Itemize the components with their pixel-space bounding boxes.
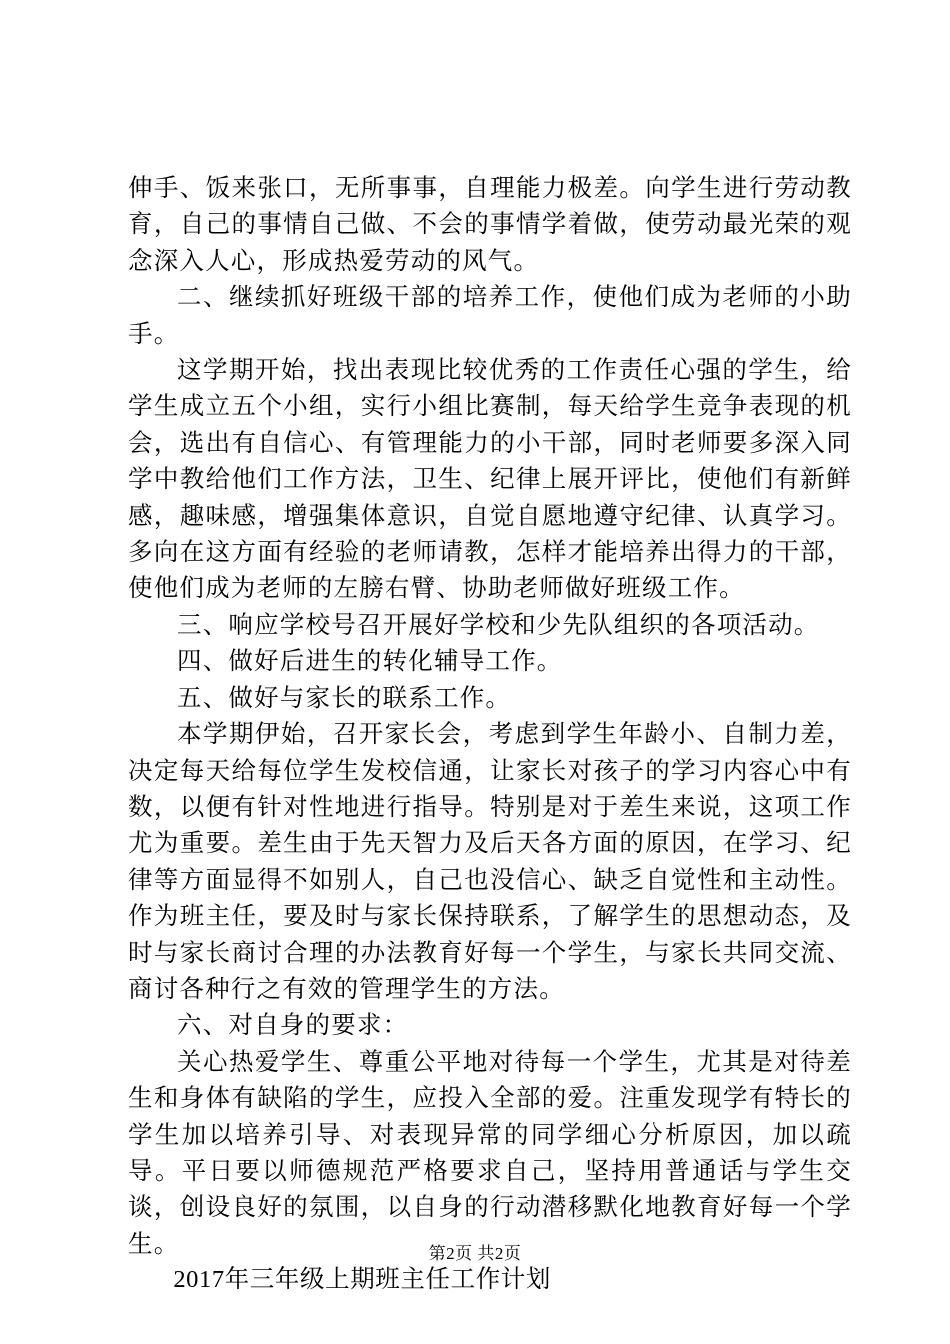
section-heading-6: 六、对自身的要求： (177, 1010, 409, 1040)
section-heading-2: 二、继续抓好班级干部的培养工作，使他们成为老师的小助手。 (128, 282, 852, 348)
paragraph-self-requirements: 关心热爱学生、尊重公平地对待每一个学生，尤其是对待差生和身体有缺陷的学生，应投入全部的爱。注重发现学有特长的学生加以培养引导、对表现异常的同学细心分析原因，加以疏导。平日要以师德规范严格要求自己，坚持用普通话与学生交谈，创设良好的氛围，以自身的行动潜移默化地教育好每一个学生。 (128, 1046, 852, 1258)
section-heading-3: 三、响应学校号召开展好学校和少先队组织的各项活动。 (177, 609, 820, 639)
paragraph-parent-contact: 本学期伊始，召开家长会，考虑到学生年龄小、自制力差，决定每天给每位学生发校信通，让家长对孩子的学习内容心中有数，以便有针对性地进行指导。特别是对于差生来说，这项工作尤为重要。差生由于先天智力及后天各方面的原因，在学习、纪律等方面显得不如别人，自己也没信心、缺乏自觉性和主动性。作为班主任，要及时与家长保持联系，了解学生的思想动态，及时与家长商讨合理的办法教育好每一个学生，与家长共同交流、商讨各种行之有效的管理学生的方法。 (128, 719, 852, 1003)
paragraph-class-cadres: 这学期开始，找出表现比较优秀的工作责任心强的学生，给学生成立五个小组，实行小组比赛制，每天给学生竞争表现的机会，选出有自信心、有管理能力的小干部，同时老师要多深入同学中教给他们工作方法，卫生、纪律上展开评比，使他们有新鲜感，趣味感，增强集体意识，自觉自愿地遵守纪律、认真学习。多向在这方面有经验的老师请教，怎样才能培养出得力的干部，使他们成为老师的左膀右臂、协助老师做好班级工作。 (128, 355, 852, 603)
paragraph-continuation: 伸手、饭来张口，无所事事，自理能力极差。向学生进行劳动教育，自己的事情自己做、不会的事情学着做，使劳动最光荣的观念深入人心，形成热爱劳动的风气。 (128, 173, 852, 275)
document-body (128, 170, 852, 1299)
closing-title: 2017年三年级上期班主任工作计划 (173, 1266, 552, 1294)
page-number-footer: 第2页 共2页 (428, 1244, 522, 1263)
section-heading-5: 五、做好与家长的联系工作。 (177, 682, 512, 712)
section-heading-4: 四、做好后进生的转化辅导工作。 (177, 646, 563, 676)
